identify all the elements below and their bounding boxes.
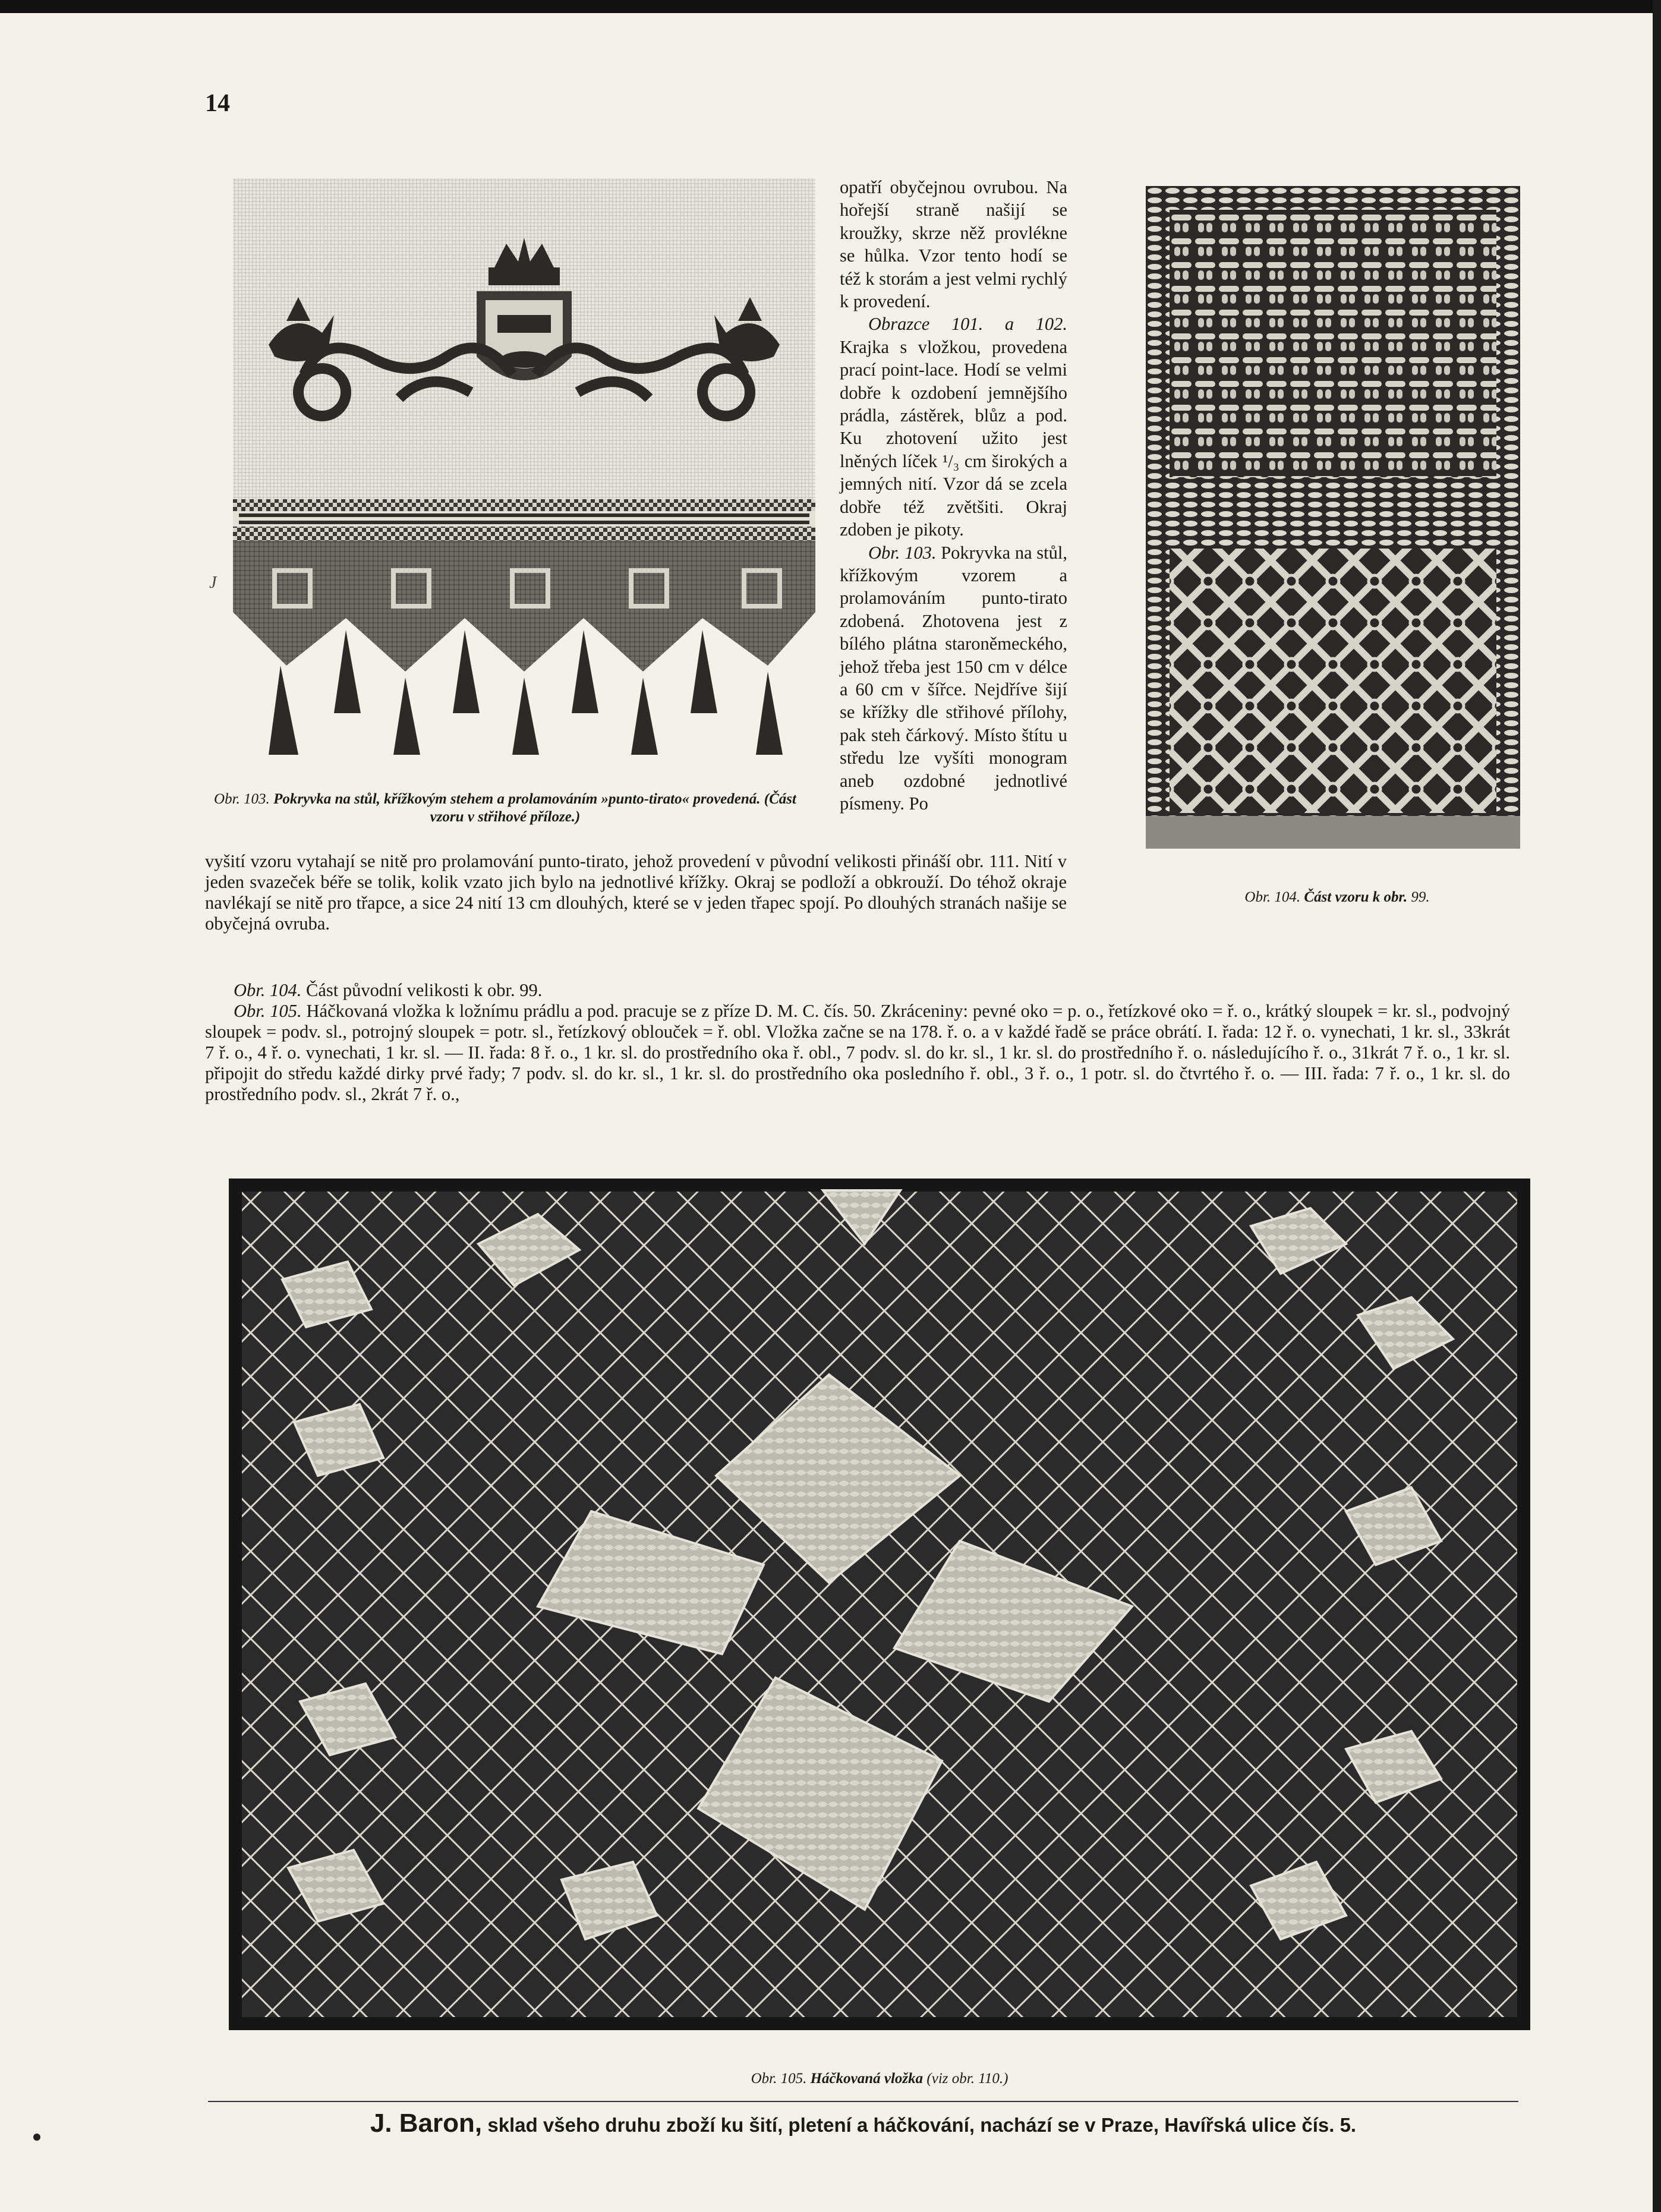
column-paragraph-3 [840, 541, 1067, 815]
figure-103-caption-text: Pokryvka na stůl, křížkovým stehem a prolamováním »punto-tirato« provedená. (Část vzoru v střihové příloze.) [273, 791, 796, 825]
column-paragraph-2-body: Krajka s vložkou, provedena prací point-lace. Hodí se velmi dobře k ozdobení jemnějšího prádla, zástěrek, blůz a pod. Ku zhotovení užito jest lněných líček ¹/₃ cm širokých a jemných nití. Vzor dá se zcela dobře též zvětšiti. Okraj zdoben je pikoty. [840, 336, 1067, 540]
figure-105-caption-number: Obr. 105. [751, 2071, 807, 2087]
figure-105-crochet-insert [229, 1179, 1530, 2030]
column-paragraph-2-heading: Obrazce 101. a 102. [868, 314, 1067, 335]
footer-advertisement [208, 2109, 1518, 2138]
body-text-full-width [205, 980, 1510, 1105]
column-paragraph-3-body: Pokryvka na stůl, křížkovým vzorem a prolamováním punto-tirato zdobená. Zhotovena jest z bílého plátna staroněmeckého, jehož třeba jest 150 cm v délce a 60 cm v šířce. Nejdříve šijí se křížky dle střihové přílohy, pak steh čárkový. Místo štítu u středu lze vyšíti monogram aneb ozdobné jednotlivé písmeny. Po [840, 542, 1068, 814]
figure-105-caption-text: Háčkovaná vložka [810, 2071, 924, 2087]
figure-104-caption-number: Obr. 104. [1244, 889, 1301, 905]
margin-mark: J [209, 574, 217, 592]
scan-border-top [0, 0, 1661, 13]
body-paragraph-3-body: Háčkovaná vložka k ložnímu prádlu a pod. pracuje se z příze D. M. C. čís. 50. Zkráceniny: pevné oko = p. o., řetízkové oko = ř. o., krátký sloupek = kr. sl., podvojný sloupek = podv. sl., potrojný sloupek = potr. sl., řetízkový oblouček = ř. obl. Vložka začne se na 178. ř. o. a v každé řadě se práce obrátí. I. řada: 12 ř. o. vynechati, 1 kr. sl., 33krát 7 ř. o., 4 ř. o. vynechati, 1 kr. sl. — II. řada: 8 ř. o., 1 kr. sl. do prostředního oka ř. obl., 7 podv. sl. do kr. sl., 1 kr. sl. do prostředního ř. o. následujícího ř. o., 31krát 7 ř. o., 1 kr. sl. připojit do středu každé dirky prvé řady; 7 podv. sl. do kr. sl., 1 kr. sl. do prostředního oka posledního ř. obl., 3 ř. o., 1 potr. sl. do čtvrtého ř. o. — III. řada: 7 ř. o., 1 kr. sl. do prostředního podv. sl., 2krát 7 ř. o., [205, 1001, 1510, 1104]
margin-dot [33, 2134, 40, 2141]
figure-104-caption-text: Část vzoru k obr. [1304, 889, 1408, 905]
body-paragraph-2 [205, 980, 1510, 1001]
body-paragraph-2-body: Část původní velikosti k obr. 99. [301, 980, 543, 1000]
footer-text: sklad všeho druhu zboží ku šití, pletení a háčkování, nachází se v Praze, Havířská ulice čís. 5. [482, 2114, 1357, 2136]
figure-103-caption-number: Obr. 103. [214, 791, 270, 807]
body-text-continued [205, 851, 1067, 934]
figure-103-caption [208, 790, 802, 826]
figure-104-caption [1129, 889, 1545, 906]
scan-border-right [1653, 0, 1661, 2212]
figure-103-tablecloth [233, 178, 815, 755]
figure-104-pattern-detail [1146, 186, 1520, 849]
footer-company-name: J. Baron, [370, 2109, 483, 2138]
body-paragraph-3 [205, 1001, 1510, 1105]
body-paragraph-1: vyšití vzoru vytahají se nitě pro prolamování punto-tirato, jehož provedení v původní velikosti přináší obr. 111. Nití v jeden svazeček béře se tolik, kolik vzato jich bylo na jednotlivé křížky. Okraj se podloží a obkrouží. Do téhož okraje navlékají se nitě pro třapce, a sice 24 nití 13 cm dlouhých, které se v jeden třapec spojí. Po dlouhých stranách našije se obyčejná ovruba. [205, 851, 1067, 934]
column-paragraph-1: opatří obyčejnou ovrubou. Na hořejší straně našijí se kroužky, skrze něž provlékne se hůlka. Vzor tento hodí se též k storám a jest velmi rychlý k provedení. [840, 177, 1067, 312]
figure-104-caption-ref: 99. [1411, 889, 1430, 905]
page-number: 14 [205, 90, 230, 117]
body-paragraph-2-heading: Obr. 104. [234, 980, 302, 1000]
figure-105-caption-ref: (viz obr. 110.) [926, 2071, 1008, 2087]
footer-divider [208, 2101, 1518, 2102]
column-paragraph-3-heading: Obr. 103. [868, 542, 937, 563]
column-text [840, 176, 1067, 815]
column-paragraph-2 [840, 313, 1067, 541]
body-paragraph-3-heading: Obr. 105. [234, 1001, 302, 1021]
figure-105-caption [582, 2071, 1177, 2087]
